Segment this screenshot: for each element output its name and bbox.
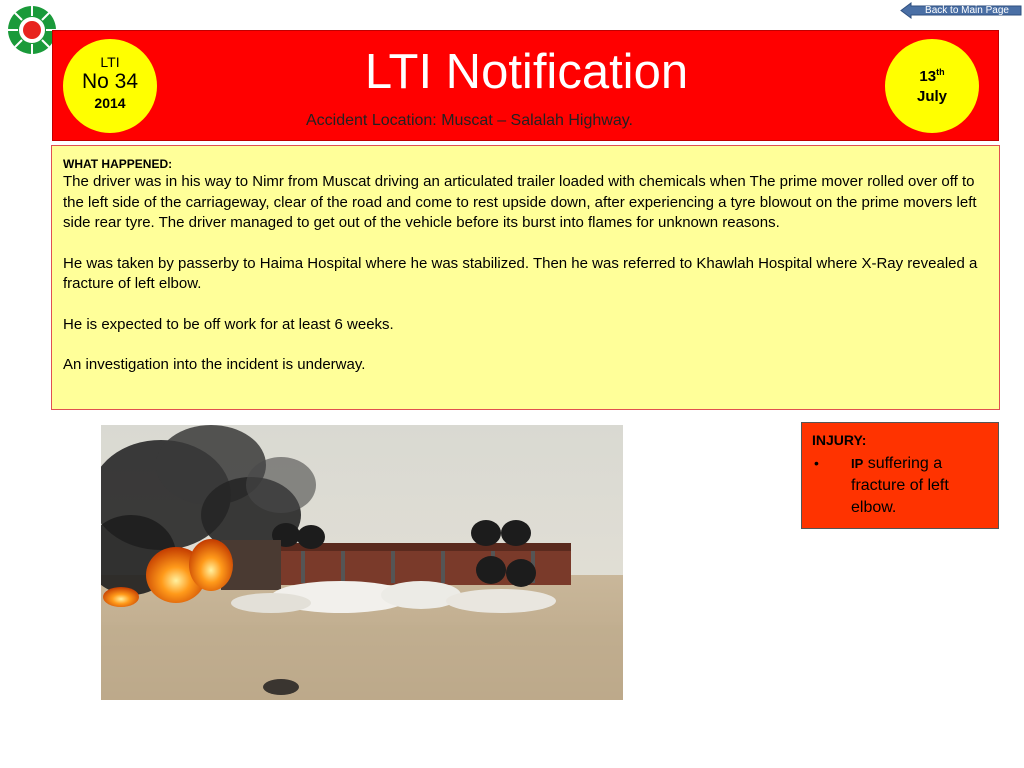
injury-ip-label: IP bbox=[851, 456, 864, 471]
back-button-label: Back to Main Page bbox=[925, 5, 1009, 16]
what-happened-paragraph: The driver was in his way to Nimr from Muscat driving an articulated trailer loaded with chemicals when The prime mover rolled over off to the left side of the carriageway, clear of the road and come to rest upside down, after experiencing a tyre blowout on the prime movers left side rear tyre. The driver managed to get out of the vehicle before its burst into flames for unknown reasons. bbox=[63, 173, 977, 231]
what-happened-paragraph: An investigation into the incident is underway. bbox=[63, 356, 366, 373]
injury-text: suffering a fracture of left elbow. bbox=[851, 455, 949, 516]
lti-label: LTI bbox=[100, 54, 120, 70]
injury-heading: INJURY: bbox=[812, 432, 867, 448]
date-day: 13th bbox=[919, 67, 945, 85]
date-suffix: th bbox=[936, 67, 945, 77]
accident-location: Accident Location: Muscat – Salalah Highway. bbox=[306, 112, 633, 129]
lti-year: 2014 bbox=[94, 95, 126, 111]
what-happened-paragraph: He was taken by passerby to Haima Hospital where he was stabilized. Then he was referred to Khawlah Hospital where X-Ray revealed a fracture of left elbow. bbox=[63, 254, 978, 292]
bullet-icon: • bbox=[814, 455, 819, 471]
what-happened-paragraph: He is expected to be off work for at least 6 weeks. bbox=[63, 315, 394, 333]
date-month: July bbox=[916, 88, 947, 105]
what-happened-box bbox=[51, 145, 1000, 410]
header-banner bbox=[52, 30, 999, 141]
injury-list-item bbox=[812, 453, 988, 519]
injury-box bbox=[801, 422, 999, 529]
accident-photo bbox=[101, 425, 623, 700]
injury-description bbox=[851, 455, 949, 516]
what-happened-heading: WHAT HAPPENED: bbox=[63, 157, 173, 171]
lti-number: No 34 bbox=[81, 70, 139, 93]
back-to-main-page-button[interactable] bbox=[900, 2, 1022, 19]
date-badge bbox=[885, 39, 979, 133]
page-title: LTI Notification bbox=[364, 45, 689, 99]
